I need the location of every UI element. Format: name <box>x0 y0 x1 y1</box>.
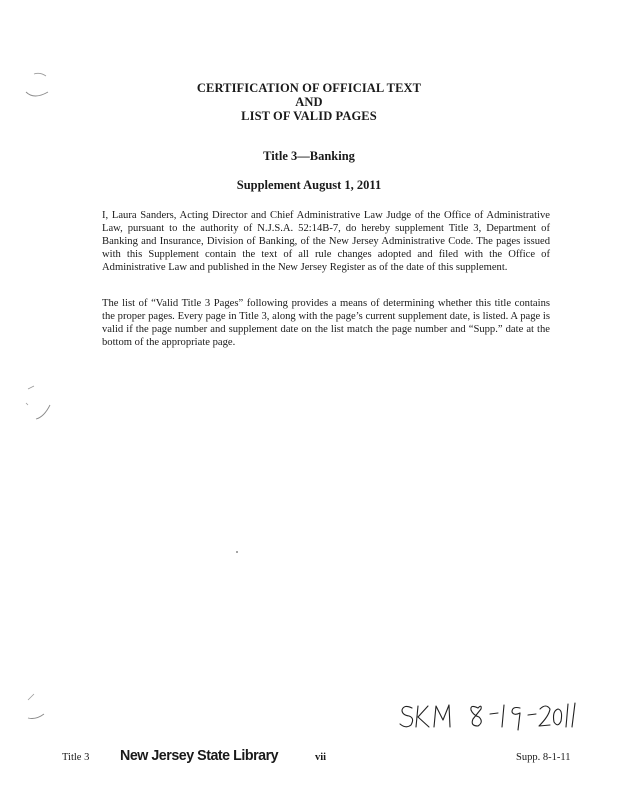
heading-and: AND <box>295 95 323 109</box>
valid-pages-heading: LIST OF VALID PAGES <box>241 109 377 123</box>
footer-title: Title 3 <box>62 752 90 763</box>
footer-supplement-date: Supp. 8-1-11 <box>516 752 571 763</box>
valid-pages-paragraph: The list of “Valid Title 3 Pages” following provides a means of determining whether this title contains the proper pages. Every page in Title 3, along with the page’s current supplement date, is listed. A page is valid if the page number and supplement date on the list match the page number and “Supp.” date at the bottom of the appropriate page. <box>102 298 550 348</box>
punch-hole-mark-top <box>22 70 56 104</box>
punch-hole-mark-bottom <box>22 690 56 726</box>
handwritten-initials-date <box>398 694 578 732</box>
title-heading: Title 3—Banking <box>263 149 355 163</box>
handwritten-text: SKM 8-19-2011 <box>398 694 405 695</box>
certification-heading: CERTIFICATION OF OFFICIAL TEXT <box>196 81 422 95</box>
page-number: vii <box>315 752 327 763</box>
punch-hole-mark-middle <box>22 385 56 425</box>
certification-paragraph: I, Laura Sanders, Acting Director and Chief Administrative Law Judge of the Office of Administrative Law, pursuant to the authority of N.J.S.A. 52:14B-7, do hereby supplement Title 3, Department of Banking and Insurance, Division of Banking, of the New Jersey Administrative Code. The pages issued with this Supplement contain the text of all rule changes adopted and filed with the Office of Administrative Law and published in the New Jersey Register as of the date of this supplement. <box>102 210 550 273</box>
supplement-date-heading: Supplement August 1, 2011 <box>236 178 382 192</box>
library-stamp: New Jersey State Library <box>120 747 279 764</box>
scan-speck <box>236 551 238 553</box>
